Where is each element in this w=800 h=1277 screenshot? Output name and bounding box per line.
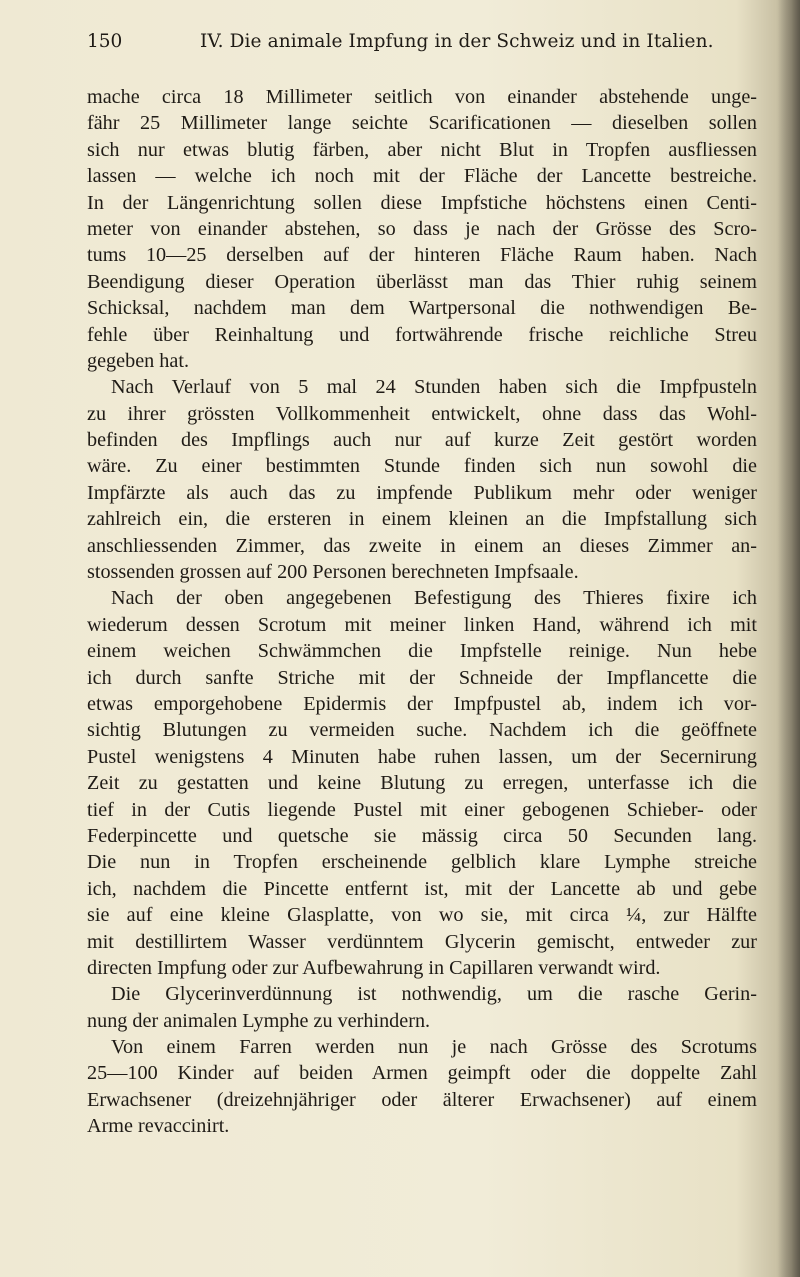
text-line: Impfärzte als auch das zu impfende Publikum mehr oder weniger: [87, 481, 757, 504]
text-line: nung der animalen Lymphe zu verhindern.: [87, 1009, 431, 1032]
running-head: IV. Die animale Impfung in der Schweiz und in Italien.: [200, 31, 714, 52]
text-line: Von einem Farren werden nun je nach Grösse des Scrotums: [111, 1036, 757, 1059]
text-line: tums 10—25 derselben auf der hinteren Fläche Raum haben. Nach: [87, 244, 757, 267]
text-line: lassen — welche ich noch mit der Fläche der Lancette bestreiche.: [87, 165, 757, 188]
text-line: Schicksal, nachdem man dem Wartpersonal die nothwendigen Be-: [87, 297, 757, 320]
text-line: 25—100 Kinder auf beiden Armen geimpft oder die doppelte Zahl: [87, 1062, 757, 1085]
text-line: Die nun in Tropfen erscheinende gelblich klare Lymphe streiche: [87, 851, 757, 874]
text-line: Federpincette und quetsche sie mässig circa 50 Secunden lang.: [87, 824, 757, 847]
text-line: stossenden grossen auf 200 Personen berechneten Impfsaale.: [87, 561, 579, 584]
text-line: mit destillirtem Wasser verdünntem Glycerin gemischt, entweder zur: [87, 930, 757, 953]
text-line: sich nur etwas blutig färben, aber nicht Blut in Tropfen ausfliessen: [87, 138, 757, 161]
text-line: directen Impfung oder zur Aufbewahrung in Capillaren verwandt wird.: [87, 956, 661, 979]
page-header: [87, 30, 757, 54]
text-line: ich durch sanfte Striche mit der Schneide der Impflancette die: [87, 666, 757, 689]
text-line: anschliessenden Zimmer, das zweite in einem an dieses Zimmer an-: [87, 534, 757, 557]
text-line: einem weichen Schwämmchen die Impfstelle reinige. Nun hebe: [87, 640, 757, 663]
text-line: fähr 25 Millimeter lange seichte Scarificationen — dieselben sollen: [87, 112, 757, 135]
text-line: wiederum dessen Scrotum mit meiner linken Hand, während ich mit: [87, 613, 757, 636]
text-line: mache circa 18 Millimeter seitlich von einander abstehende unge-: [87, 86, 757, 108]
text-line: ich, nachdem die Pincette entfernt ist, mit der Lancette ab und gebe: [87, 877, 757, 900]
text-line: sichtig Blutungen zu vermeiden suche. Nachdem ich die geöffnete: [87, 719, 757, 742]
text-line: befinden des Impflings auch nur auf kurze Zeit gestört worden: [87, 429, 757, 452]
text-line: In der Längenrichtung sollen diese Impfstiche höchstens einen Centi-: [87, 191, 757, 214]
text-line: Beendigung dieser Operation überlässt man das Thier ruhig seinem: [87, 270, 757, 293]
text-line: sie auf eine kleine Glasplatte, von wo sie, mit circa ¼, zur Hälfte: [87, 904, 757, 927]
text-line: wäre. Zu einer bestimmten Stunde finden sich nun sowohl die: [87, 455, 757, 478]
body-text: [87, 84, 757, 1140]
page-edge-shadow: [778, 0, 800, 1277]
text-line: tief in der Cutis liegende Pustel mit einer gebogenen Schieber- oder: [87, 798, 757, 821]
text-line: Zeit zu gestatten und keine Blutung zu erregen, unterfasse ich die: [87, 772, 757, 795]
text-line: Die Glycerinverdünnung ist nothwendig, um die rasche Gerin-: [111, 983, 757, 1006]
page-number: 150: [87, 31, 123, 52]
text-line: gegeben hat.: [87, 349, 190, 372]
text-line: Arme revaccinirt.: [87, 1115, 230, 1138]
text-line: Pustel wenigstens 4 Minuten habe ruhen lassen, um der Secernirung: [87, 745, 757, 768]
text-line: zu ihrer grössten Vollkommenheit entwickelt, ohne dass das Wohl-: [87, 402, 757, 425]
text-line: fehle über Reinhaltung und fortwährende frische reichliche Streu: [87, 323, 757, 346]
text-line: Nach Verlauf von 5 mal 24 Stunden haben sich die Impfpusteln: [111, 376, 757, 399]
text-line: Erwachsener (dreizehnjähriger oder älterer Erwachsener) auf einem: [87, 1088, 757, 1111]
text-line: Nach der oben angegebenen Befestigung des Thieres fixire ich: [111, 587, 757, 610]
text-line: zahlreich ein, die ersteren in einem kleinen an die Impfstallung sich: [87, 508, 757, 531]
text-line: meter von einander abstehen, so dass je nach der Grösse des Scro-: [87, 217, 757, 240]
text-line: etwas emporgehobene Epidermis der Impfpustel ab, indem ich vor-: [87, 692, 757, 715]
